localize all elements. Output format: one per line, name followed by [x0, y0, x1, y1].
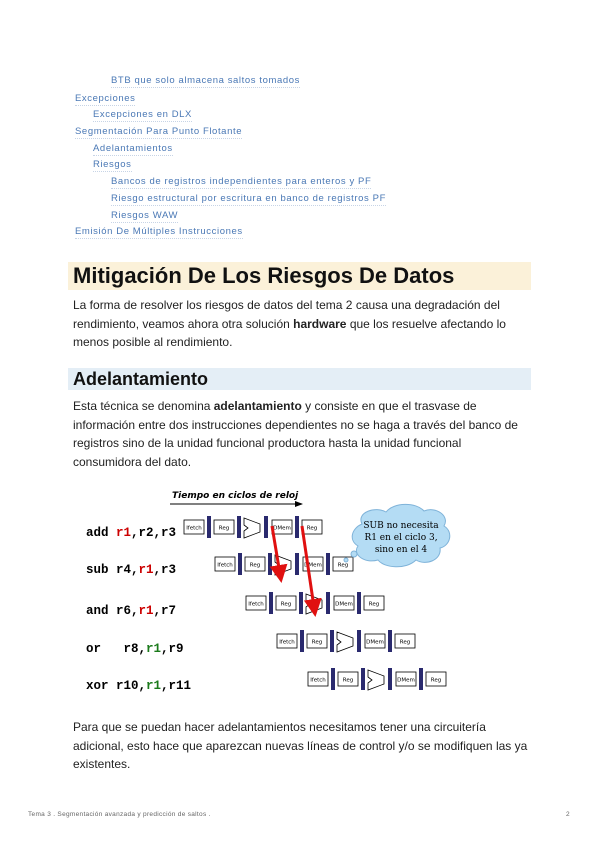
row1-latch2 [237, 516, 241, 538]
adel-text-b: y consiste en que el trasvase de información entre dos instrucciones dependientes no se haga a través del banco de registros sino de la unidad funcional productora hasta la unidad funcional consumidora del dato. [73, 399, 518, 469]
page-number: 2 [566, 811, 570, 818]
row4-reg-read-label: Reg [311, 639, 323, 646]
subsection-title: Adelantamiento [68, 368, 531, 390]
toc-item-segmentacion-pf[interactable]: Segmentación Para Punto Flotante [75, 126, 243, 137]
row2-latch3 [295, 553, 299, 575]
row4-alu [337, 632, 353, 652]
speech-bubble [344, 504, 450, 566]
row1-reg-read-label: Reg [218, 525, 230, 532]
toc-item-emision-multiple[interactable]: Emisión De Múltiples Instrucciones [75, 226, 243, 237]
row3-latch3 [326, 592, 330, 614]
row3-latch4 [357, 592, 361, 614]
adelantamiento-paragraph [73, 397, 528, 471]
row5-latch2 [361, 668, 365, 690]
adel-bold: adelantamiento [213, 399, 302, 413]
row3-ifetch-label: Ifetch [248, 601, 264, 608]
instruction-list [86, 526, 191, 693]
adel-text-a: Esta técnica se denomina [73, 399, 214, 413]
row4-latch2 [330, 630, 334, 652]
row1-latch4 [295, 516, 299, 538]
row5-alu [368, 670, 384, 690]
row4-latch1 [300, 630, 304, 652]
toc-item-excepciones-dlx[interactable]: Excepciones en DLX [93, 109, 192, 120]
row4-latch3 [357, 630, 361, 652]
row4-latch4 [388, 630, 392, 652]
row5-latch3 [388, 668, 392, 690]
row2-reg-write-label: Reg [337, 562, 349, 569]
row3-latch2 [299, 592, 303, 614]
row5-ifetch-label: Ifetch [310, 677, 326, 684]
row3-latch1 [269, 592, 273, 614]
toc-item-riesgos[interactable]: Riesgos [93, 159, 132, 170]
row5-reg-read-label: Reg [342, 677, 354, 684]
row4-reg-write-label: Reg [399, 639, 411, 646]
row2-reg-read-label: Reg [249, 562, 261, 569]
row1-latch1 [207, 516, 211, 538]
toc-item-riesgos-waw[interactable]: Riesgos WAW [111, 210, 179, 221]
toc-item-bancos-registros[interactable]: Bancos de registros independientes para enteros y PF [111, 176, 372, 187]
row5-reg-write-label: Reg [430, 677, 442, 684]
instruction-and: and r6,r1,r7 [86, 604, 177, 618]
pipeline-diagram [80, 484, 500, 704]
row1-reg-write-label: Reg [306, 525, 318, 532]
row1-latch3 [264, 516, 268, 538]
callout-line-2: R1 en el ciclo 3, [364, 533, 438, 543]
intro-paragraph [73, 296, 528, 352]
time-axis-label: Tiempo en ciclos de reloj [172, 491, 299, 501]
intro-text-b: que los resuelve afectando lo menos posible al rendimiento. [73, 316, 506, 349]
instruction-or: or r8,r1,r9 [86, 642, 184, 656]
row5-latch4 [419, 668, 423, 690]
toc-item-riesgo-estructural[interactable]: Riesgo estructural por escritura en banco de registros PF [111, 193, 386, 204]
row3-reg-read-label: Reg [280, 601, 292, 608]
row4-dmem-label: DMem [366, 639, 384, 646]
callout-line-1: SUB no necesita [363, 521, 439, 531]
toc-item-adelantamientos[interactable]: Adelantamientos [93, 143, 173, 154]
row5-dmem-label: DMem [397, 677, 415, 684]
row2-dmem-label: DMem [304, 562, 322, 569]
row2-latch1 [238, 553, 242, 575]
closing-paragraph: Para que se puedan hacer adelantamientos necesitamos tener una circuitería adicional, esto hace que aparezcan nuevas líneas de control y/o se modifiquen las ya existentes. [73, 720, 528, 771]
instruction-xor: xor r10,r1,r11 [86, 679, 192, 693]
section-title: Mitigación De Los Riesgos De Datos [68, 262, 531, 290]
row4-ifetch-label: Ifetch [279, 639, 295, 646]
row2-latch2 [268, 553, 272, 575]
row2-ifetch-label: Ifetch [217, 562, 233, 569]
row3-reg-write-label: Reg [368, 601, 380, 608]
callout-line-3: sino en el 4 [374, 545, 428, 555]
row3-dmem-label: DMem [335, 601, 353, 608]
toc-item-btb[interactable]: BTB que solo almacena saltos tomados [111, 75, 300, 86]
row1-dmem-label: DMem [273, 525, 291, 532]
intro-bold: hardware [293, 316, 347, 331]
instruction-sub: sub r4,r1,r3 [86, 563, 177, 577]
footer-text: Tema 3 . Segmentación avanzada y predicción de saltos . [28, 811, 211, 818]
instruction-add: add r1,r2,r3 [86, 526, 177, 540]
row2-latch4 [326, 553, 330, 575]
row1-alu [244, 518, 260, 538]
row1-ifetch-label: Ifetch [186, 525, 202, 532]
toc-item-excepciones[interactable]: Excepciones [75, 93, 136, 104]
intro-text-a: La forma de resolver los riesgos de datos del tema 2 causa una degradación del rendimiento, veamos ahora otra solución [73, 298, 500, 331]
row5-latch1 [331, 668, 335, 690]
